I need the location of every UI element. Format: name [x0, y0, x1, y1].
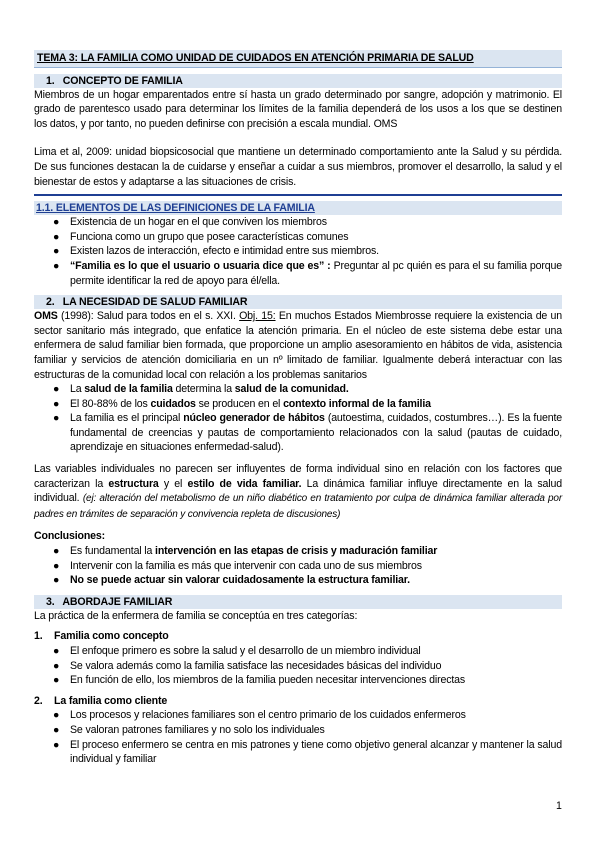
list-item: ● El 80-88% de los cuidados se producen en el contexto informal de la familia — [53, 397, 431, 410]
section-1-1-list — [34, 215, 562, 288]
list-item: ● Funciona como un grupo que posee características comunes — [53, 230, 349, 243]
list-item: ● “Familia es lo que el usuario o usuaria dice que es” : Preguntar al pc quién es para el su familia porque permite identificar la red de apoyo para él/ella. — [53, 259, 562, 287]
list-item: ● Existencia de un hogar en el que conviven los miembros — [53, 216, 327, 229]
list-item: ● La familia es el principal núcleo generador de hábitos (autoestima, cuidados, costumbres…). Es la fuente fundamental de creencias y pautas de comportamiento relacionados con la salud (pautas de cuidado, aprendizaje en situaciones enfermedad-salud). — [53, 412, 562, 454]
list-item: ● La salud de la familia determina la salud de la comunidad. — [53, 383, 349, 396]
document-page — [34, 50, 562, 767]
document-title: TEMA 3: LA FAMILIA COMO UNIDAD DE CUIDADOS EN ATENCIÓN PRIMARIA DE SALUD — [34, 50, 562, 68]
conclusions-list — [34, 544, 562, 588]
variables-paragraph: Las variables individuales no parecen ser influyentes de forma individual sino en relación con los factores que caracterizan la estructura y el estilo de vida familiar. La dinámica familiar influye directamente en la salud individual. (ej: alteración del metabolismo de un niño diabético en tratamiento por culpa de dinámica familiar alterada por padres en trámites de separación y convivencia repleta de discusiones) — [34, 463, 562, 520]
section-2-list — [34, 382, 562, 455]
list-item: ● Se valora además como la familia satisface las necesidades básicas del individuo — [53, 659, 442, 672]
section-3-intro: La práctica de la enfermera de familia se conceptúa en tres categorías: — [34, 609, 358, 622]
list-item: ● Es fundamental la intervención en las etapas de crisis y maduración familiar — [53, 545, 438, 558]
category-1-heading: 1. Familia como concepto — [34, 630, 169, 643]
section-2-paragraph: OMS (1998): Salud para todos en el s. XXI. Obj. 15: En muchos Estados Miembrosse requiere la existencia de un sector sanitario más integrado, que enfatice la atención primaria. En el núcleo de este sistema debe estar una enfermera de salud familiar bien formada, que proporcione un amplio asesoramiento en hábitos de vida, asistencia familiar y servicios de atención domiciliaria en un nº limitado de familiar. Igualmente deberá interactuar con las estructuras de la comunidad local con relación a los problemas sanitarios — [34, 310, 562, 381]
list-item: ● Los procesos y relaciones familiares son el centro primario de los cuidados enfermeros — [53, 709, 466, 722]
section-3-heading: 3. ABORDAJE FAMILIAR — [34, 595, 562, 609]
conclusions-label: Conclusiones: — [34, 530, 106, 543]
list-item: ● Se valoran patrones familiares y no solo los individuales — [53, 723, 325, 736]
section-1-1-heading: 1.1. ELEMENTOS DE LAS DEFINICIONES DE LA FAMILIA — [34, 201, 562, 215]
section-2-heading: 2. LA NECESIDAD DE SALUD FAMILIAR — [34, 295, 562, 309]
list-item: ● El enfoque primero es sobre la salud y el desarrollo de un miembro individual — [53, 645, 421, 657]
horizontal-rule — [34, 194, 562, 196]
category-1-list — [34, 644, 562, 688]
list-item: ● Existen lazos de interacción, efecto e intimidad entre sus miembros. — [53, 245, 379, 258]
list-item: ● En función de ello, los miembros de la familia pueden necesitar intervenciones directas — [53, 674, 466, 687]
list-item: ● El proceso enfermero se centra en mis patrones y tiene como objetivo general alcanzar y mantener la salud individual y familiar — [53, 738, 562, 766]
section-1-paragraph-2: Lima et al, 2009: unidad biopsicosocial que mantiene un determinado comportamiento ante la Salud y su pérdida. De sus funciones destacan la de cuidarse y enseñar a cuidar a sus miembros, promover el desarrollo, la salud y el bienestar de estos y adaptarse a las situaciones de crisis. — [34, 146, 562, 188]
category-2-list — [34, 708, 562, 766]
section-1-paragraph-1: Miembros de un hogar emparentados entre sí hasta un grado determinado por sangre, adopción y matrimonio. El grado de parentesco usado para determinar los límites de la familia dependerá de los usos a los que se destinen los datos, y por tanto, no pueden definirse con precisión a escala mundial. OMS — [34, 88, 562, 130]
section-1-heading: 1. CONCEPTO DE FAMILIA — [34, 74, 562, 88]
list-item: ● Intervenir con la familia es más que intervenir con cada uno de sus miembros — [53, 559, 422, 572]
page-number: 1 — [556, 800, 562, 812]
list-item: ● No se puede actuar sin valorar cuidadosamente la estructura familiar. — [53, 574, 410, 587]
category-2-heading: 2. La familia como cliente — [34, 694, 168, 707]
